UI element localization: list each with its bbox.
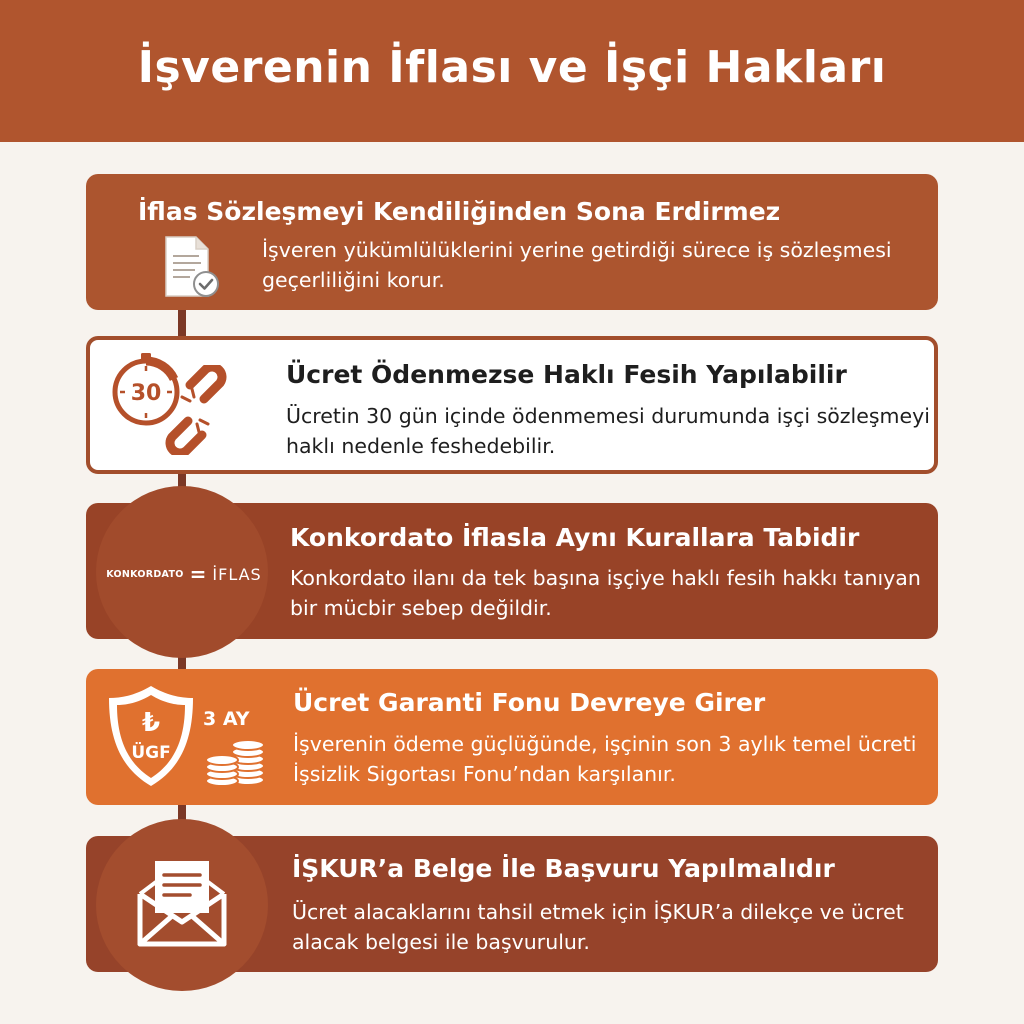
- months-label: 3 AY: [203, 708, 250, 730]
- shield-icon: [104, 683, 198, 789]
- envelope-letter-icon: [134, 856, 230, 952]
- document-check-icon: [162, 234, 220, 300]
- card-text: Ücret alacaklarını tahsil etmek için İŞKUR’a dilekçe ve ücret alacak belgesi ile başvurulur.: [292, 900, 904, 954]
- card-title: Ücret Garanti Fonu Devreye Girer: [293, 688, 766, 717]
- coins-icon: [198, 736, 268, 788]
- equals-icon: [104, 562, 264, 586]
- equals-right-label: İFLAS: [212, 564, 262, 584]
- page-title: İşverenin İflası ve İşçi Hakları: [137, 41, 887, 93]
- card-text: İşveren yükümlülüklerini yerine getirdiği sürece iş sözleşmesi geçerliliğini korur.: [262, 238, 892, 292]
- card-title: İŞKUR’a Belge İle Başvuru Yapılmalıdır: [292, 854, 835, 883]
- broken-chain-icon: [160, 365, 232, 455]
- shield-label: ÜGF: [131, 743, 171, 763]
- timer-label: 30: [130, 381, 162, 406]
- equals-sign: =: [189, 562, 207, 586]
- card-title: Ücret Ödenmezse Haklı Fesih Yapılabilir: [286, 360, 847, 389]
- connector-line: [178, 310, 186, 336]
- card-title: Konkordato İflasla Aynı Kurallara Tabidir: [290, 523, 860, 552]
- equals-left-label: KONKORDATO: [106, 568, 184, 580]
- card-text: Ücretin 30 gün içinde ödenmemesi durumunda işçi sözleşmeyi haklı nedenle feshedebilir.: [286, 404, 930, 458]
- shield-symbol: ₺: [141, 708, 161, 738]
- card-text: Konkordato ilanı da tek başına işçiye haklı fesih hakkı tanıyan bir mücbir sebep değildir.: [290, 566, 921, 620]
- card-title: İflas Sözleşmeyi Kendiliğinden Sona Erdirmez: [138, 197, 781, 226]
- header-banner: [0, 0, 1024, 142]
- card-text: İşverenin ödeme güçlüğünde, işçinin son 3 aylık temel ücreti İşsizlik Sigortası Fonu’ndan karşılanır.: [293, 732, 917, 786]
